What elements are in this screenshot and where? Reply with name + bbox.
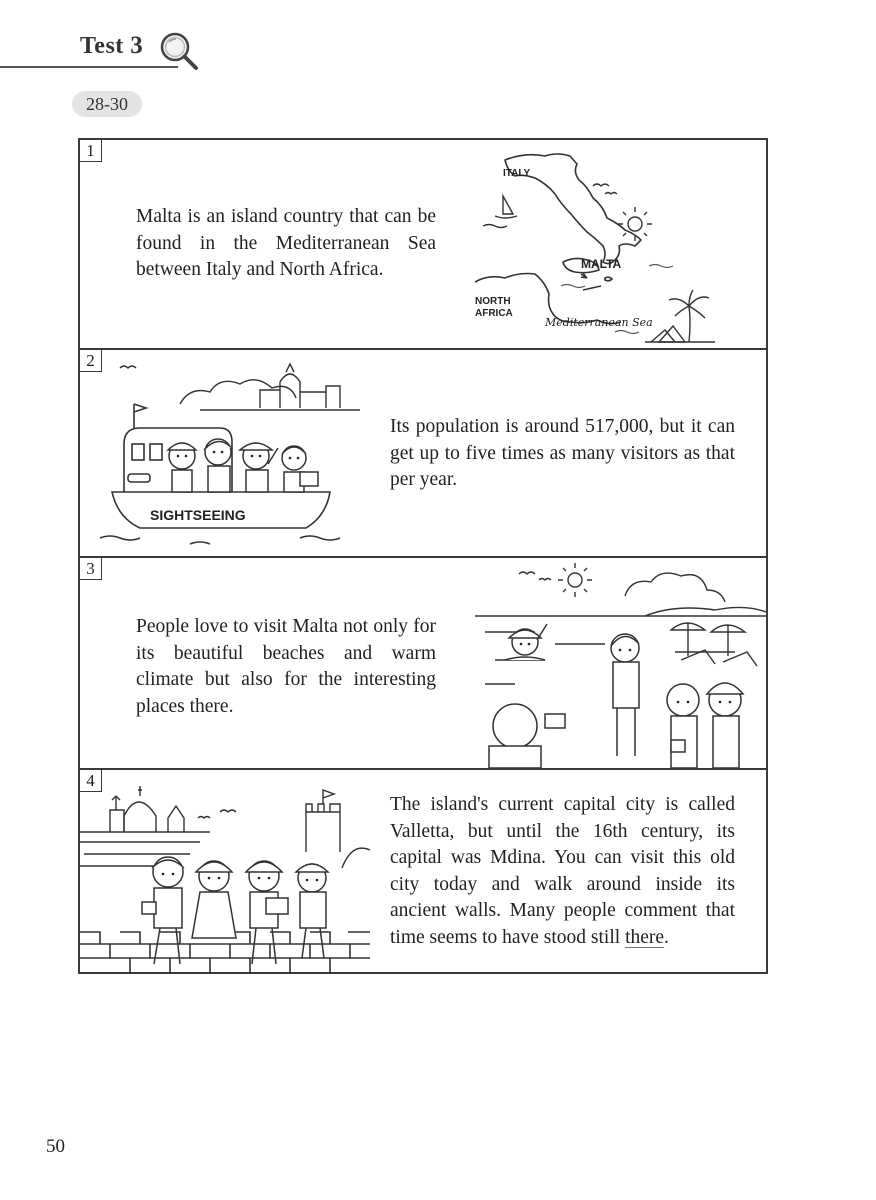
page-header: [0, 0, 876, 70]
palm-tree-icon: [645, 290, 715, 342]
panel-text: Its population is around 517,000, but it can get up to five times as many visitors as that per year.: [390, 416, 735, 490]
map-label-north: NORTH: [475, 296, 511, 307]
panel-text: People love to visit Malta not only for its beautiful beaches and warm climate but also for the interesting places there.: [136, 616, 436, 717]
map-label-italy: ITALY: [503, 168, 531, 179]
sun-icon: [558, 563, 592, 597]
mdina-tourist-group: [142, 857, 328, 964]
panel-3: [80, 556, 766, 768]
panel-text: Malta is an island country that can be found in the Mediterranean Sea between Italy and North Africa.: [136, 206, 436, 280]
map-label-sea: Mediterranean Sea: [545, 316, 653, 329]
panel-4: [80, 768, 766, 974]
panel-2: [80, 348, 766, 556]
beach-tourists-illustration: [475, 560, 766, 768]
panel-number: 2: [80, 350, 102, 372]
panel-1: [80, 140, 766, 348]
question-range-badge: 28-30: [72, 91, 142, 117]
sightseeing-boat-illustration: [100, 352, 370, 556]
test-title: [80, 32, 143, 60]
tourist-group: [168, 439, 318, 492]
mdina-old-city-illustration: [80, 772, 370, 974]
birds-icon: [519, 572, 551, 580]
map-label-africa: AFRICA: [475, 308, 513, 319]
beach-umbrellas: [671, 623, 757, 666]
panel-number: 3: [80, 558, 102, 580]
map-label-malta: MALTA: [581, 257, 622, 271]
test-title-prefix: Test: [80, 33, 124, 59]
test-title-number: 3: [130, 32, 144, 59]
panel-text: [390, 792, 735, 951]
story-panels: [78, 138, 768, 974]
boat-label: SIGHTSEEING: [150, 507, 246, 523]
panel-text-main: The island's current capital city is called Valletta, but until the 16th century, its capital was Mdina. You can visit this old city today and walk around inside its ancient walls. Many people comment that time seems to have stood still: [390, 794, 735, 948]
panel-number: 1: [80, 140, 102, 162]
page-number: 50: [46, 1136, 65, 1157]
panel-number: 4: [80, 770, 102, 792]
beach-tourist-group: [489, 624, 743, 768]
birds-icon: [593, 184, 617, 194]
underlined-word: there: [625, 926, 665, 948]
sailboat-icon: [483, 196, 517, 228]
panel-text-end: .: [664, 926, 669, 948]
header-rule: [0, 66, 178, 68]
malta-map-illustration: [475, 146, 765, 346]
magnifier-icon: [158, 30, 200, 72]
